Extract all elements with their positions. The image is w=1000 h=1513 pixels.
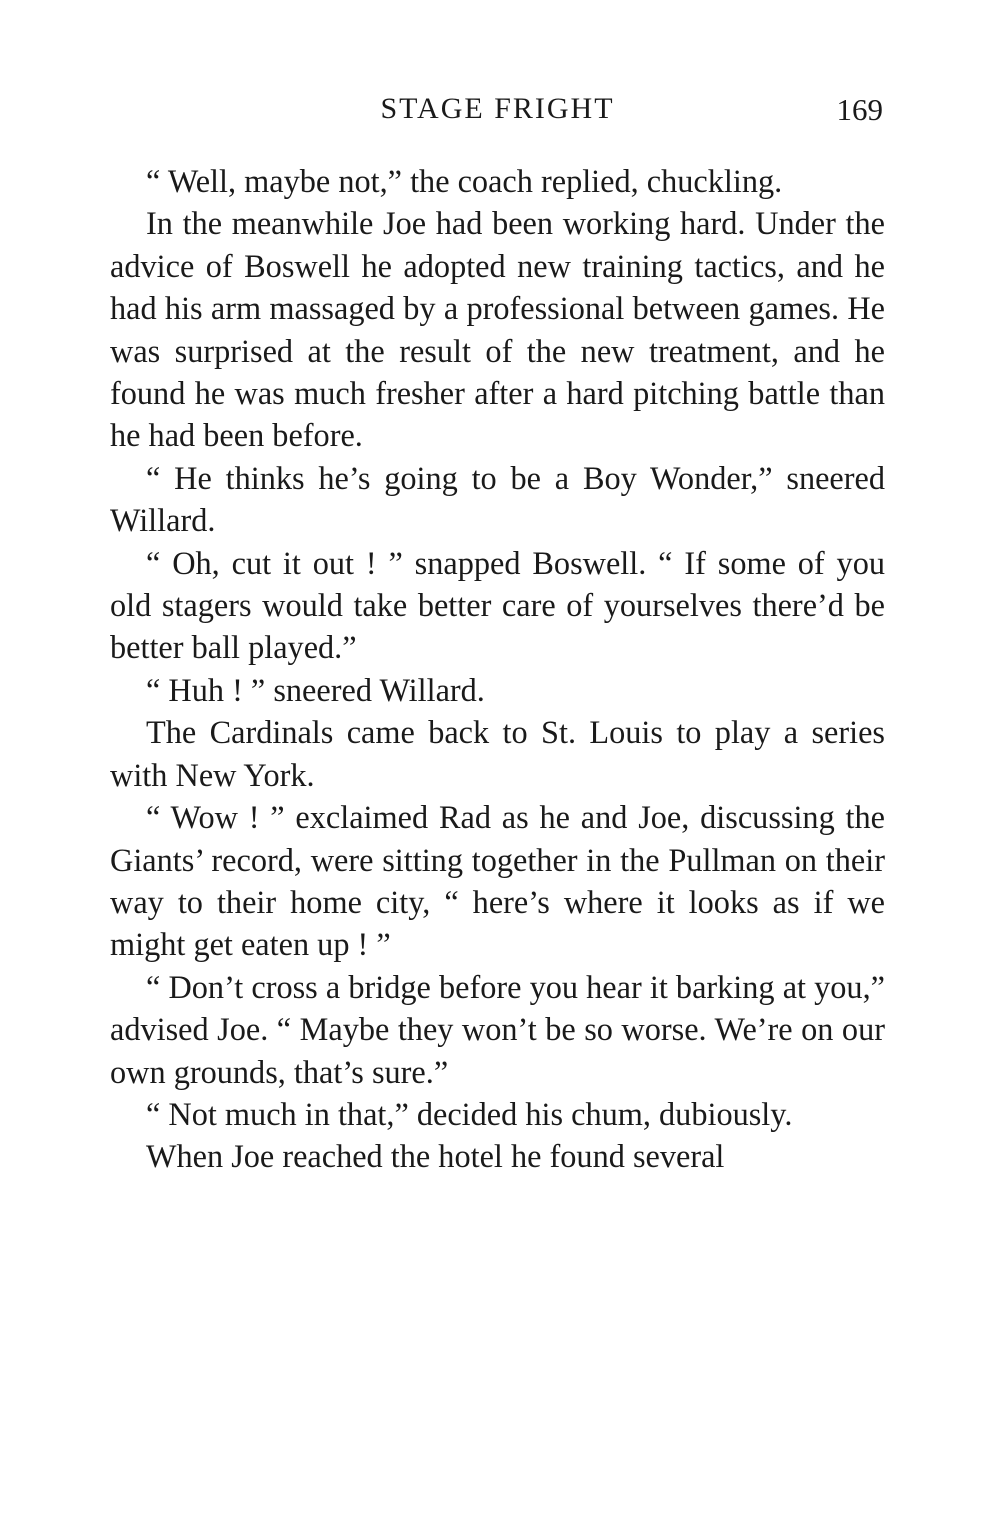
- paragraph: “ He thinks he’s going to be a Boy Wonder,” sneered Willard.: [110, 459, 885, 539]
- page-header: [110, 92, 885, 138]
- body-text: [110, 160, 885, 1178]
- paragraph: “ Oh, cut it out ! ” snapped Boswell. “ If some of you old stagers would take better care of yourselves there’d be better ball played.”: [110, 544, 885, 666]
- paragraph: When Joe reached the hotel he found several: [146, 1138, 725, 1175]
- paragraph: “ Not much in that,” decided his chum, dubiously.: [146, 1095, 793, 1132]
- paragraph: “ Huh ! ” sneered Willard.: [146, 671, 485, 708]
- paragraph: In the meanwhile Joe had been working hard. Under the advice of Boswell he adopted new training tactics, and he had his arm massaged by a professional between games. He was surprised at the result of the new treatment, and he found he was much fresher after a hard pitching battle than he had been before.: [110, 205, 885, 454]
- paragraph: The Cardinals came back to St. Louis to play a series with New York.: [110, 714, 885, 793]
- paragraph: “ Wow ! ” exclaimed Rad as he and Joe, discussing the Giants’ record, were sitting together in the Pullman on their way to their home city, “ here’s where it looks as if we might get eaten up ! ”: [110, 799, 885, 963]
- running-head: STAGE FRIGHT: [380, 92, 615, 125]
- paragraph: “ Don’t cross a bridge before you hear it barking at you,” advised Joe. “ Maybe they won’t be so worse. We’re on our own grounds, that’s sure.”: [110, 968, 885, 1090]
- paragraph: “ Well, maybe not,” the coach replied, chuckling.: [146, 163, 783, 199]
- page-number: 169: [836, 92, 883, 127]
